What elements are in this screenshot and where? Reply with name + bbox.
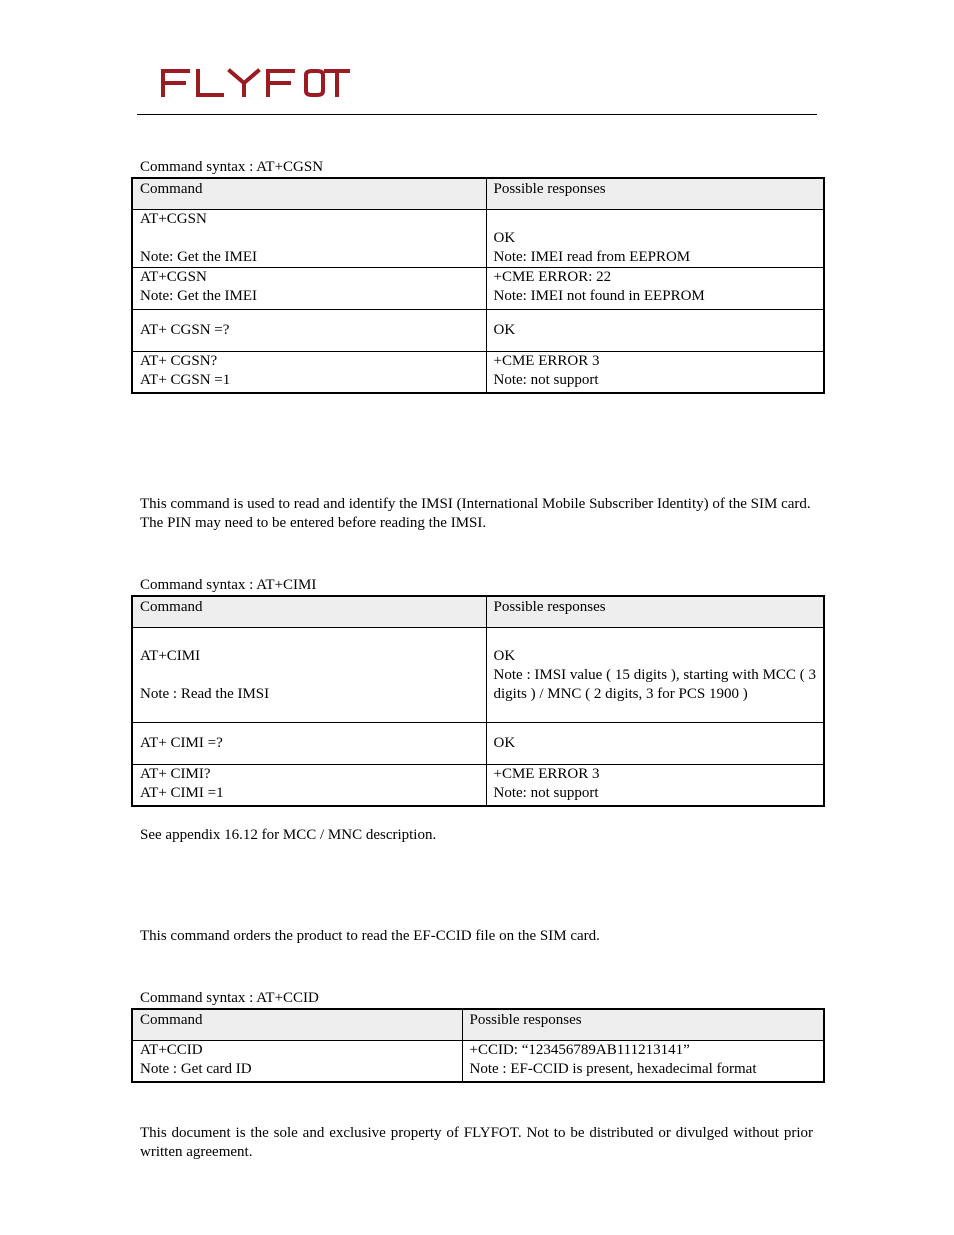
table-header-row [132, 596, 824, 627]
response-note: Note: IMEI read from EEPROM [493, 248, 691, 265]
table-row [132, 267, 824, 309]
response-note: Note : IMSI value ( 15 digits ), starting with MCC ( 3 digits ) / MNC ( 2 digits, 3 for PCS 1900 ) [493, 666, 816, 702]
response-note: Note: IMEI not found in EEPROM [493, 287, 705, 304]
col-header-command: Command [132, 178, 486, 209]
response-cell [486, 764, 824, 806]
response-line: +CCID: “123456789AB111213141” [469, 1041, 690, 1058]
cimi-appendix-note: See appendix 16.12 for MCC / MNC description. [140, 827, 437, 843]
response-line: +CME ERROR: 22 [493, 268, 612, 285]
table-row [132, 1040, 824, 1082]
command-note: Note: Get the IMEI [140, 287, 258, 304]
command-line: AT+CIMI [140, 647, 201, 664]
command-cell [132, 267, 486, 309]
cimi-table [131, 595, 825, 807]
command-cell [132, 764, 486, 806]
table-row [132, 209, 824, 267]
table-header-row [132, 178, 824, 209]
command-line: AT+ CGSN? [140, 352, 218, 369]
command-line: AT+CGSN [140, 210, 207, 227]
response-cell: OK [486, 722, 824, 764]
response-cell [486, 627, 824, 722]
command-cell: AT+ CIMI =? [132, 722, 486, 764]
response-line: OK [493, 229, 516, 246]
ccid-syntax-label: Command syntax : AT+CCID [140, 990, 319, 1006]
response-cell [486, 351, 824, 393]
command-cell [132, 1040, 462, 1082]
response-cell [486, 267, 824, 309]
command-line: AT+ CIMI =1 [140, 784, 224, 801]
col-header-responses: Possible responses [486, 178, 824, 209]
cimi-syntax-label: Command syntax : AT+CIMI [140, 577, 317, 593]
response-line: OK [493, 647, 516, 664]
cgsn-syntax-label: Command syntax : AT+CGSN [140, 159, 324, 175]
response-cell [486, 209, 824, 267]
command-cell [132, 209, 486, 267]
command-line: AT+CGSN [140, 268, 207, 285]
response-note: Note : EF-CCID is present, hexadecimal format [469, 1060, 757, 1077]
command-note: Note : Get card ID [140, 1060, 252, 1077]
col-header-command: Command [132, 596, 486, 627]
response-note: Note: not support [493, 784, 599, 801]
response-note: Note: not support [493, 371, 599, 388]
command-line: AT+ CIMI? [140, 765, 211, 782]
table-row [132, 764, 824, 806]
response-cell: OK [486, 309, 824, 351]
cimi-intro: This command is used to read and identify the IMSI (International Mobile Subscriber Identity) of the SIM card. The PIN may need to be entered before reading the IMSI. [140, 496, 811, 531]
command-line: AT+ CGSN =1 [140, 371, 231, 388]
command-cell [132, 627, 486, 722]
col-header-responses: Possible responses [486, 596, 824, 627]
command-line: AT+CCID [140, 1041, 203, 1058]
table-row [132, 722, 824, 764]
ccid-table [131, 1008, 825, 1083]
table-row [132, 627, 824, 722]
response-line: +CME ERROR 3 [493, 765, 600, 782]
header-rule [137, 114, 817, 115]
response-cell [462, 1040, 824, 1082]
flyfot-logo [160, 67, 350, 99]
ccid-intro: This command orders the product to read the EF-CCID file on the SIM card. [140, 928, 600, 944]
command-note: Note : Read the IMSI [140, 685, 270, 702]
table-row [132, 351, 824, 393]
command-cell: AT+ CGSN =? [132, 309, 486, 351]
col-header-responses: Possible responses [462, 1009, 824, 1040]
command-note: Note: Get the IMEI [140, 248, 258, 265]
col-header-command: Command [132, 1009, 462, 1040]
cgsn-table [131, 177, 825, 394]
table-row [132, 309, 824, 351]
response-line: +CME ERROR 3 [493, 352, 600, 369]
footer-disclaimer: This document is the sole and exclusive property of FLYFOT. Not to be distributed or divulged without prior written agreement. [140, 1125, 813, 1160]
table-header-row [132, 1009, 824, 1040]
command-cell [132, 351, 486, 393]
